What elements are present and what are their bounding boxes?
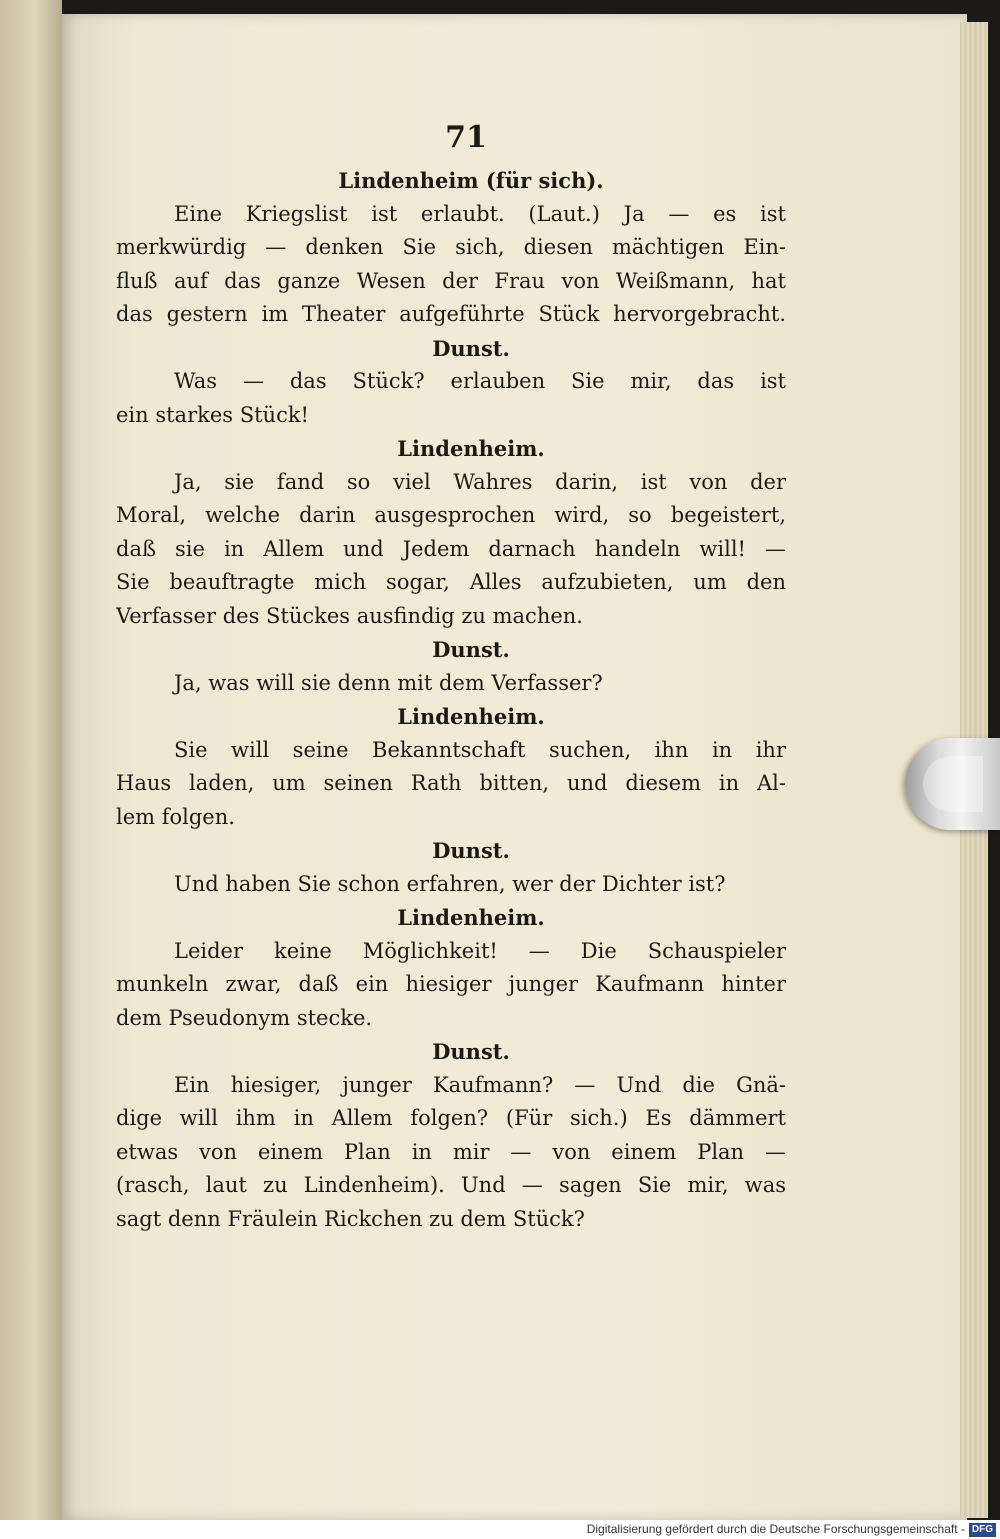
footer-credit: Digitalisierung gefördert durch die Deutsche Forschungsgemeinschaft - (586, 1522, 965, 1536)
text-line: das gestern im Theater aufgeführte Stück hervorgebracht. (116, 302, 786, 326)
text-lines (116, 164, 786, 1236)
text-line: munkeln zwar, daß ein hiesiger junger Kaufmann hinter (116, 972, 786, 996)
speaker-name: Dunst. (432, 335, 510, 361)
facing-page-edge (0, 0, 62, 1520)
footer-bar (0, 1520, 1000, 1539)
text-line: Sie will seine Bekanntschaft suchen, ihn in ihr (174, 737, 786, 762)
speaker-name: Lindenheim. (397, 905, 545, 930)
text-line: sagt denn Fräulein Rickchen zu dem Stück? (116, 1206, 585, 1231)
text-line: dige will ihm in Allem folgen? (Für sich.) Es dämmert (116, 1106, 786, 1130)
speaker-name: Lindenheim (für sich). (338, 168, 604, 193)
text-line: Sie beauftragte mich sogar, Alles aufzubieten, um den (116, 570, 786, 594)
text-line: ein starkes Stück! (116, 402, 309, 427)
text-line: (rasch, laut zu Lindenheim). Und — sagen Sie mir, was (116, 1173, 786, 1197)
speaker-name: Dunst. (432, 637, 510, 662)
text-line: merkwürdig — denken Sie sich, diesen mächtigen Ein- (116, 235, 786, 259)
text-line: Ja, was will sie denn mit dem Verfasser? (174, 670, 603, 695)
page-number: 71 (445, 120, 487, 155)
text-line: Eine Kriegslist ist erlaubt. (Laut.) Ja — es ist (174, 201, 786, 226)
text-line: Moral, welche darin ausgesprochen wird, so begeistert, (116, 503, 786, 527)
text-line: daß sie in Allem und Jedem darnach handeln will! — (116, 536, 786, 561)
text-line: Haus laden, um seinen Rath bitten, und diesem in Al- (116, 771, 786, 795)
page-text (116, 112, 786, 1236)
text-line: dem Pseudonym stecke. (116, 1005, 373, 1030)
text-line: etwas von einem Plan in mir — von einem Plan — (116, 1139, 786, 1164)
text-line: Und haben Sie schon erfahren, wer der Dichter ist? (174, 871, 726, 896)
text-line: Leider keine Möglichkeit! — Die Schauspieler (174, 938, 786, 963)
text-line: Was — das Stück? erlauben Sie mir, das ist (174, 369, 786, 393)
text-line: fluß auf das ganze Wesen der Frau von Weißmann, hat (116, 268, 786, 293)
text-line: Ein hiesiger, junger Kaufmann? — Und die Gnä- (174, 1072, 786, 1097)
speaker-name: Lindenheim. (397, 704, 545, 729)
metal-clip-icon (905, 738, 1000, 830)
text-line: Verfasser des Stückes ausfindig zu machen. (116, 603, 583, 628)
dfg-logo: DFG (969, 1523, 996, 1537)
speaker-name: Dunst. (432, 838, 510, 863)
text-line: Ja, sie fand so viel Wahres darin, ist von der (174, 469, 786, 494)
speaker-name: Lindenheim. (397, 436, 545, 461)
text-line: lem folgen. (116, 804, 235, 829)
speaker-name: Dunst. (432, 1039, 510, 1064)
